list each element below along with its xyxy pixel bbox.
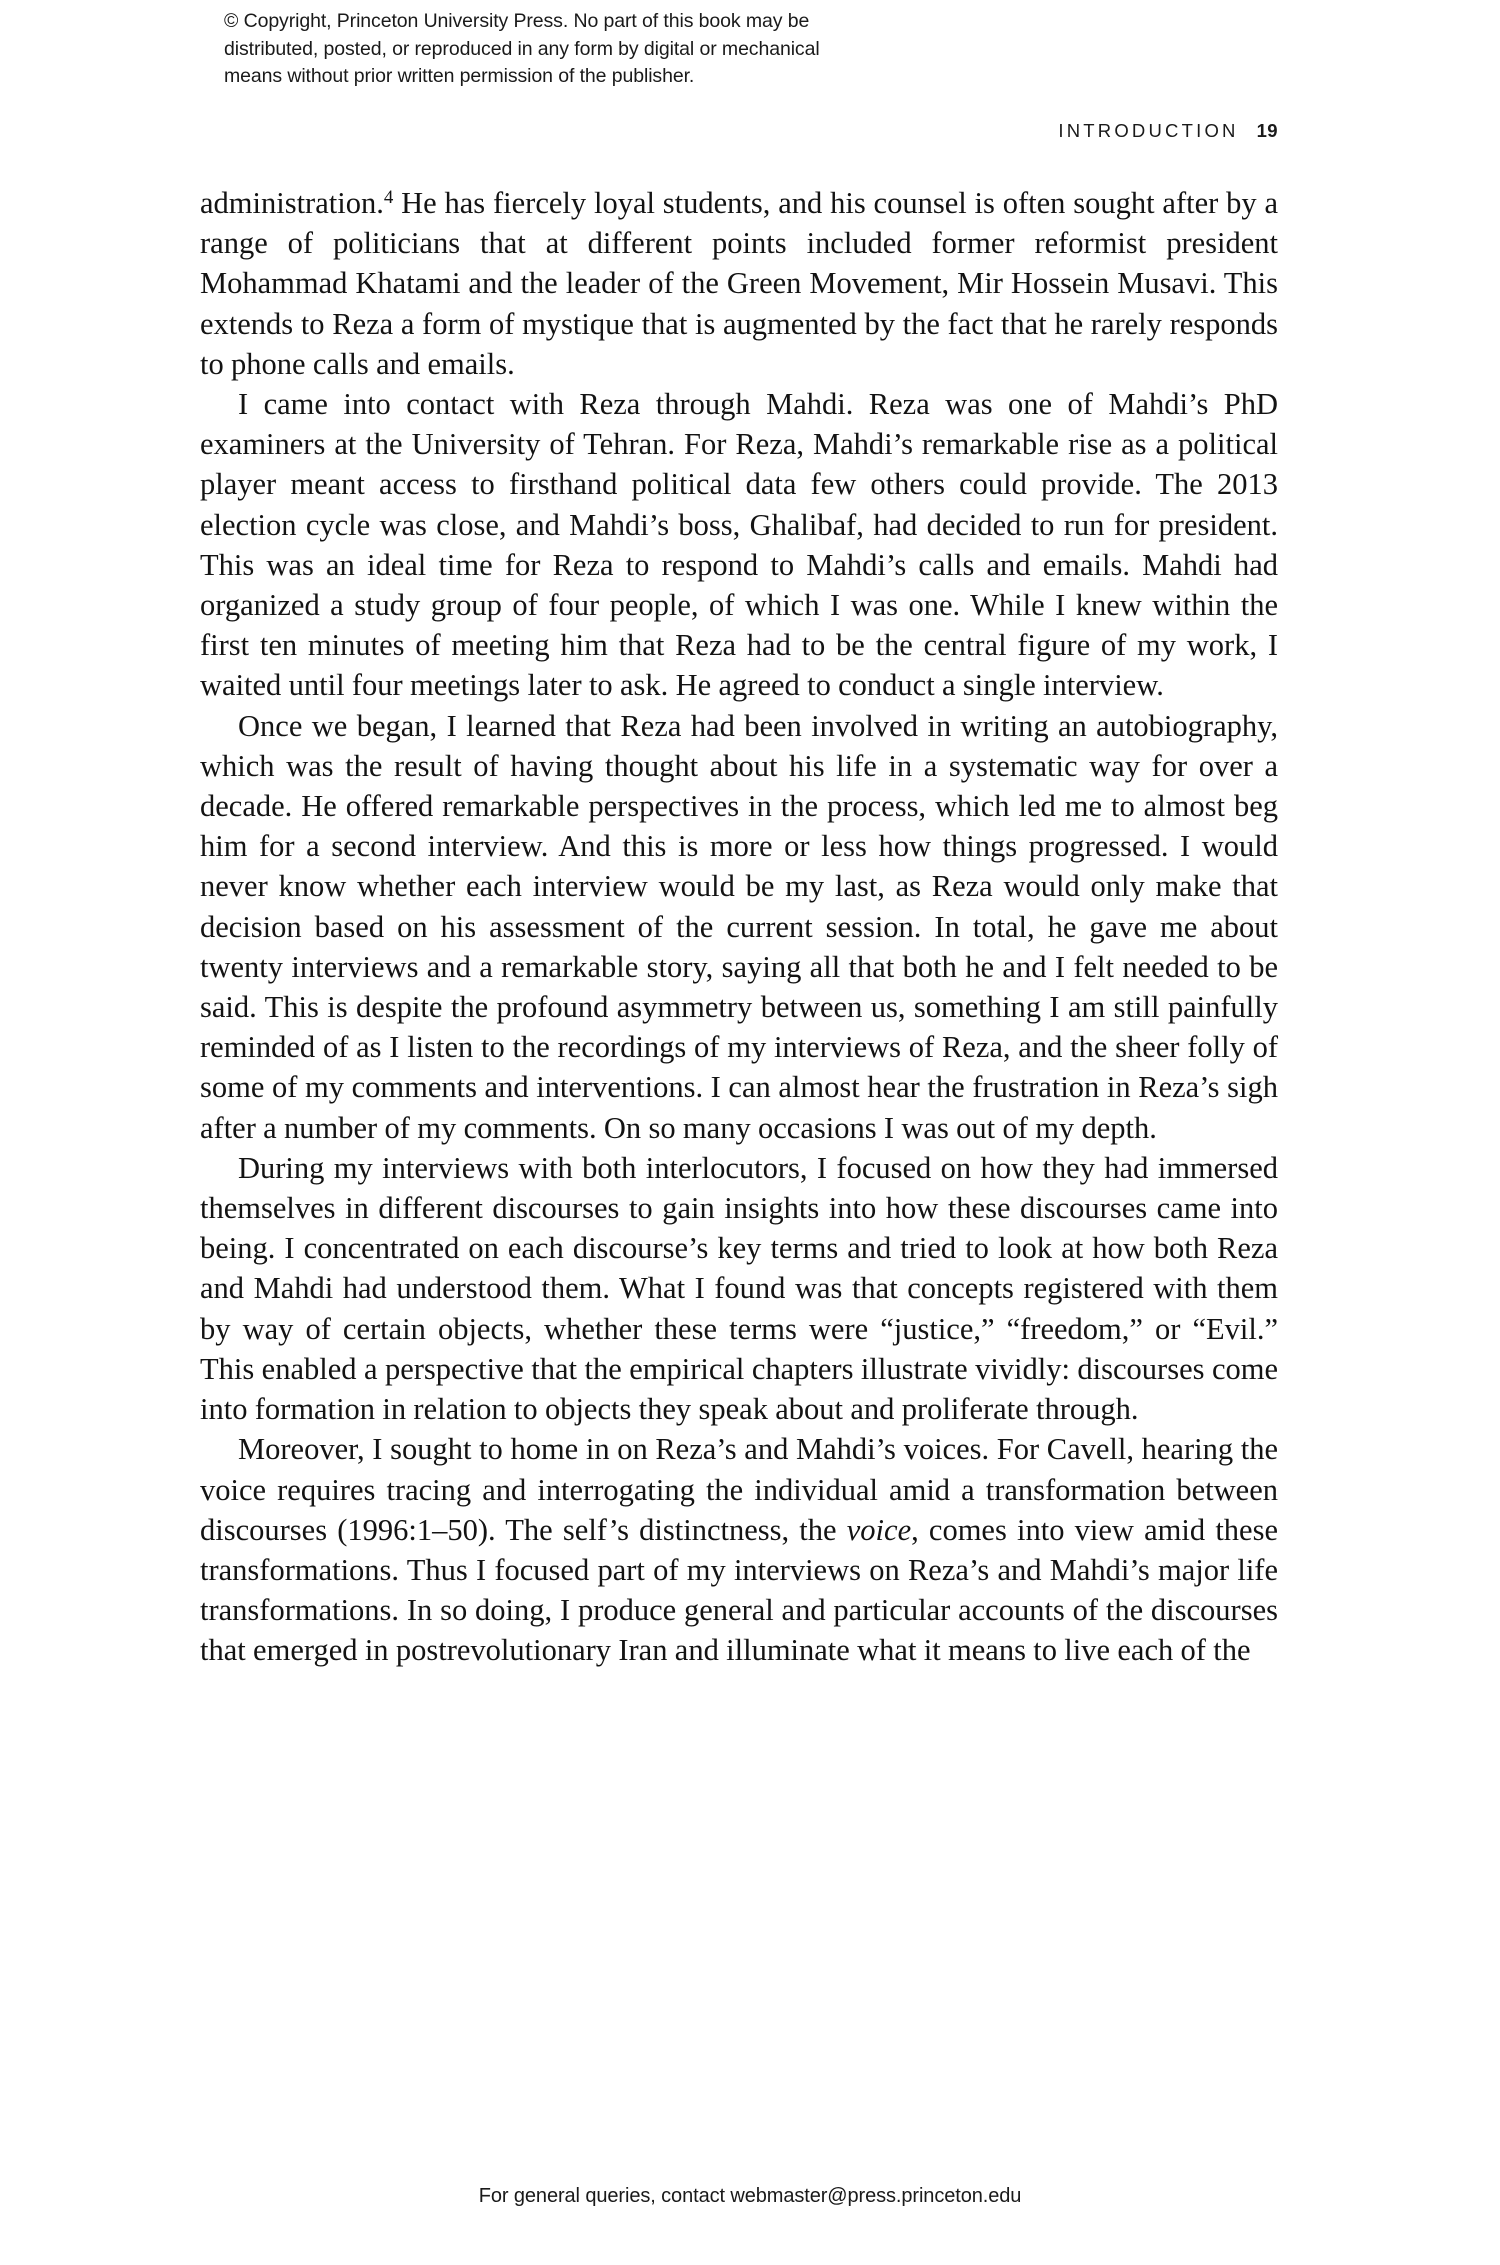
copyright-notice: © Copyright, Princeton University Press. No part of this book may be distributed, posted, or reproduced in any form by digital or mechanical means without prior written permission of the publisher. xyxy=(224,10,820,87)
italic-term-voice: voice xyxy=(846,1512,912,1547)
running-head-chapter-label: INTRODUCTION xyxy=(1058,120,1239,141)
paragraph-4: During my interviews with both interlocutors, I focused on how they had immersed themselves in different discourses to gain insights into how these discourses came into being. I concentrated on each discourse’s key terms and tried to look at how both Reza and Mahdi had understood them. What I found was that concepts registered with them by way of certain objects, whether these terms were “justice,” “freedom,” or “Evil.” This enabled a perspective that the empirical chapters illustrate vividly: discourses come into formation in relation to objects they speak about and proliferate through. xyxy=(200,1150,1278,1427)
paragraph-2: I came into contact with Reza through Mahdi. Reza was one of Mahdi’s PhD examiners at the University of Tehran. For Reza, Mahdi’s remarkable rise as a political player meant access to firsthand political data few others could provide. The 2013 election cycle was close, and Mahdi’s boss, Ghalibaf, had decided to run for president. This was an ideal time for Reza to respond to Mahdi’s calls and emails. Mahdi had organized a study group of four people, of which I was one. While I knew within the first ten minutes of meeting him that Reza had to be the central figure of my work, I waited until four meetings later to ask. He agreed to conduct a single interview. xyxy=(200,387,1278,703)
paragraph-5-text-part-2: , comes into view amid these transformations. Thus I focused part of my interviews on Reza’s and Mahdi’s major life transformations. In so doing, I produce general and particular accounts of the discourses that emerged in postrevolutionary Iran and illuminate what it means to live each of the xyxy=(200,1512,1278,1668)
body-text-column xyxy=(200,183,1278,1671)
paragraph-5 xyxy=(200,1429,1278,1670)
paragraph-5-text-part-1: Moreover, I sought to home in on Reza’s and Mahdi’s voices. For Cavell, hearing the voice requires tracing and interrogating the individual amid a transformation between discourses (1996:1–50). The self’s distinctness, the xyxy=(200,1432,1278,1547)
paragraph-3: Once we began, I learned that Reza had been involved in writing an autobiography, which was the result of having thought about his life in a systematic way for over a decade. He offered remarkable perspectives in the process, which led me to almost beg him for a second interview. And this is more or less how things progressed. I would never know whether each interview would be my last, as Reza would only make that decision based on his assessment of the current session. In total, he gave me about twenty interviews and a remarkable story, saying all that both he and I felt needed to be said. This is despite the profound asymmetry between us, something I am still painfully reminded of as I listen to the recordings of my interviews of Reza, and the sheer folly of some of my comments and interventions. I can almost hear the frustration in Reza’s sigh after a number of my comments. On so many occasions I was out of my depth. xyxy=(200,708,1278,1145)
running-head xyxy=(1058,120,1278,142)
running-head-page-number: 19 xyxy=(1256,120,1278,141)
general-queries-footer: For general queries, contact webmaster@press.princeton.edu xyxy=(478,2185,1022,2207)
paragraph-1-text-before-marker: administration. xyxy=(200,186,384,220)
footnote-marker-4[interactable]: 4 xyxy=(383,187,394,209)
paragraph-1 xyxy=(200,183,1278,384)
paragraph-1-text-after-marker: He has fiercely loyal students, and his counsel is often sought after by a range of politicians that at different points included former reformist president Mohammad Khatami and the leader of the Green Movement, Mir Hossein Musavi. This extends to Reza a form of mystique that is augmented by the fact that he rarely responds to phone calls and emails. xyxy=(200,186,1278,381)
